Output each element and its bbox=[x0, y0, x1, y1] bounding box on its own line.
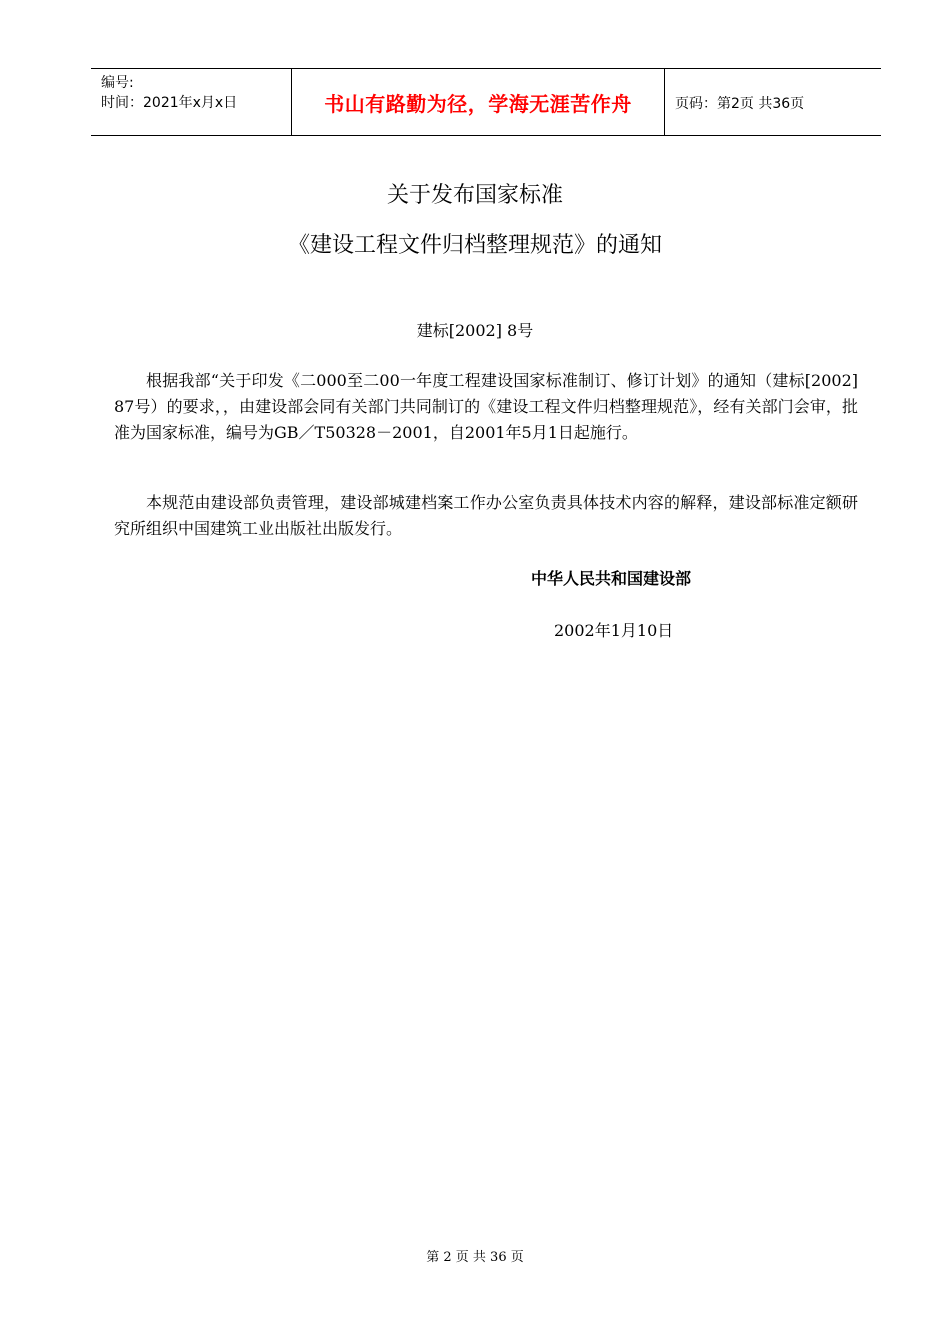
issue-date: 2002年1月10日 bbox=[554, 621, 674, 640]
code-label: 编号: bbox=[101, 75, 134, 91]
issuer-name: 中华人民共和国建设部 bbox=[531, 569, 692, 588]
body-paragraph-2: 本规范由建设部负责管理，建设部城建档案工作办公室负责具体技术内容的解释，建设部标准定额研究所组织中国建筑工业出版社出版发行。 bbox=[114, 493, 858, 538]
document-title-line2: 《建设工程文件归档整理规范》的通知 bbox=[287, 233, 662, 258]
header-page-label: 页码：第2页 共36页 bbox=[675, 95, 805, 112]
body-paragraph-1: 根据我部“关于印发《二000至二00一年度工程建设国家标准制订、修订计划》的通知（建标[2002] 87号）的要求，，由建设部会同有关部门共同制订的《建设工程文件归档整理规范》，经有关部门会审，批准为国家标准，编号为GB／T50328－2001，自2001年5月1日起施行。 bbox=[114, 371, 858, 442]
time-label: 时间：2021年x月x日 bbox=[101, 95, 238, 111]
document-title-line1: 关于发布国家标准 bbox=[386, 183, 563, 208]
page-footer: 第 2 页 共 36 页 bbox=[426, 1250, 524, 1265]
header-meta-cell bbox=[91, 69, 292, 136]
document-number: 建标[2002] 8号 bbox=[416, 321, 534, 340]
page-header bbox=[91, 68, 881, 136]
header-motto: 书山有路勤为径，学海无涯苦作舟 bbox=[292, 69, 665, 136]
